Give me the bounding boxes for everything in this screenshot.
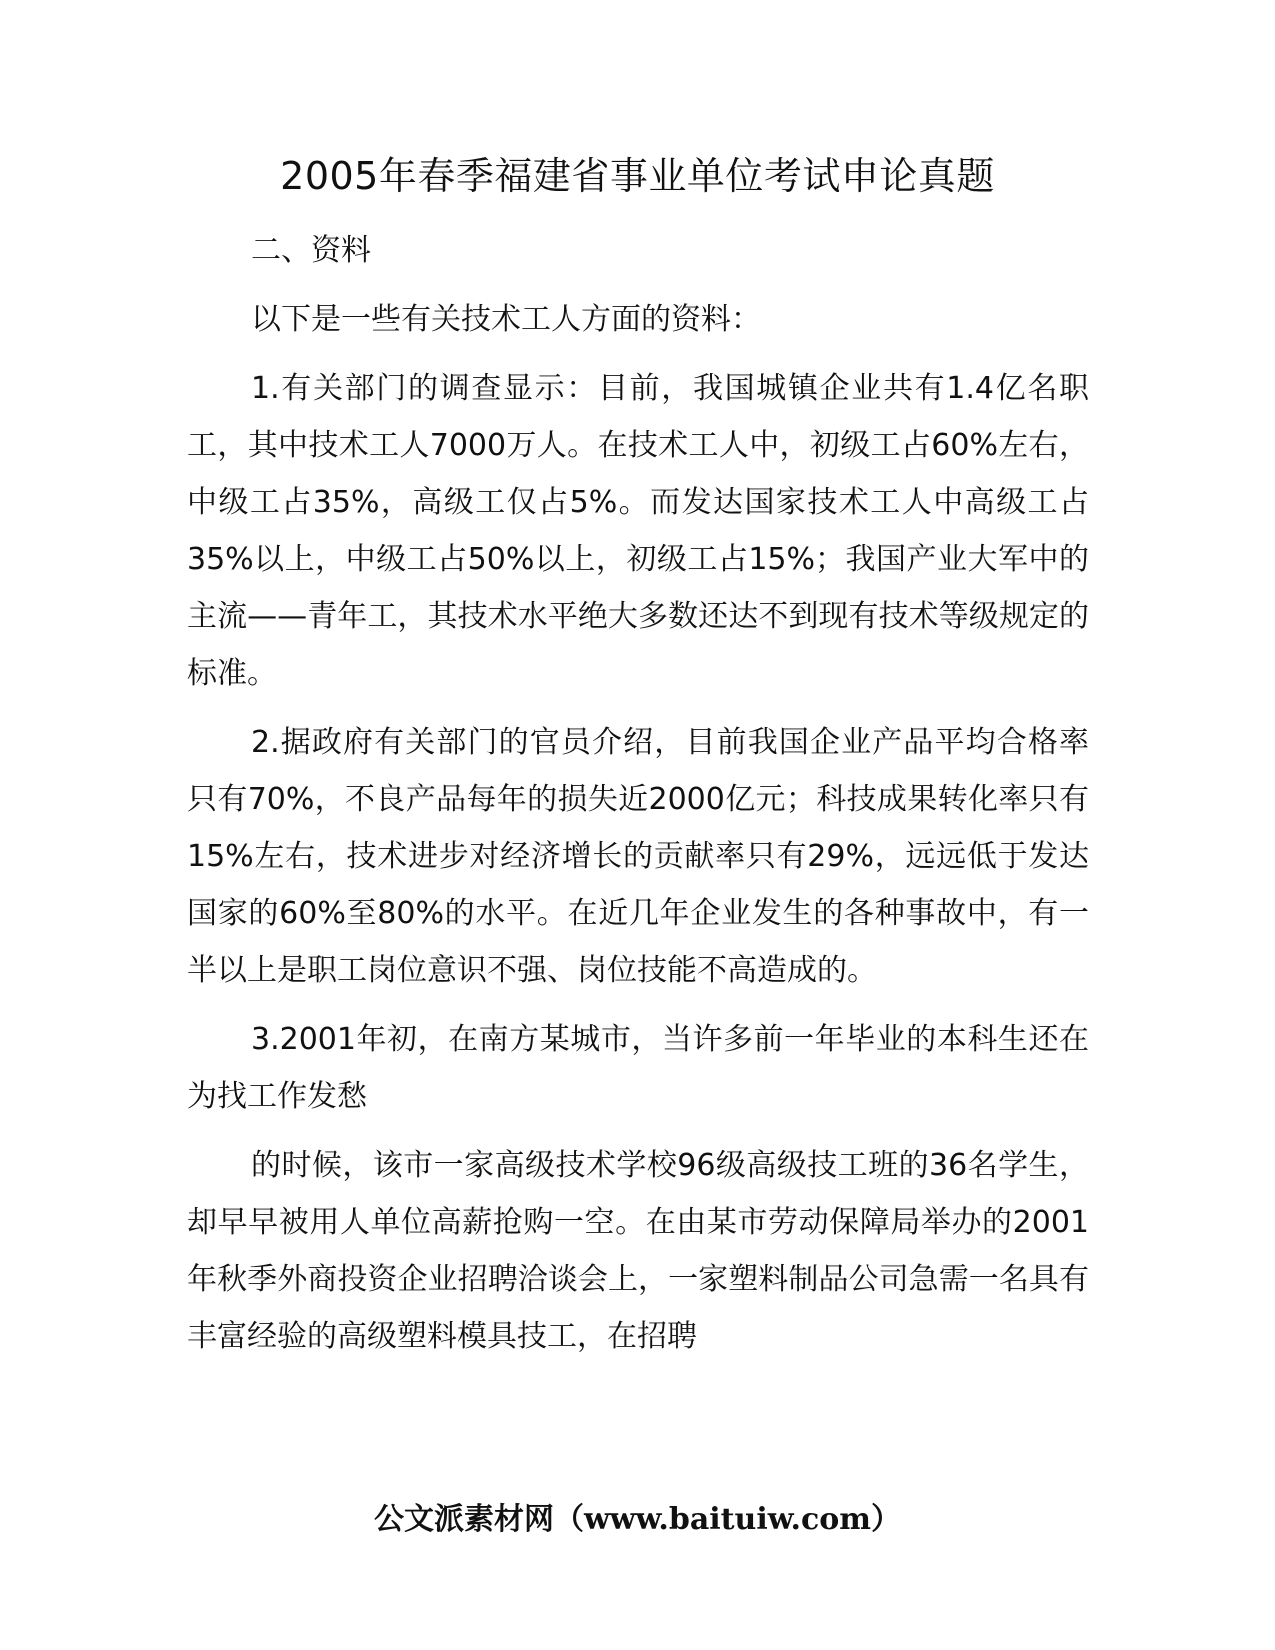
paragraph-3: 3.2001年初，在南方某城市，当许多前一年毕业的本科生还在为找工作发愁 [187, 1022, 1089, 1114]
document-body [187, 222, 1089, 1365]
paragraph-1: 1.有关部门的调查显示：目前，我国城镇企业共有1.4亿名职工，其中技术工人7000万人。在技术工人中，初级工占60%左右，中级工占35%，高级工仅占5%。而发达国家技术工人中高级工占35%以上，中级工占50%以上，初级工占15%；我国产业大军中的主流——青年工，其技术水平绝大多数还达不到现有技术等级规定的标准。 [187, 371, 1089, 691]
paragraph-2: 2.据政府有关部门的官员介绍，目前我国企业产品平均合格率只有70%，不良产品每年的损失近2000亿元；科技成果转化率只有15%左右，技术进步对经济增长的贡献率只有29%，远远低于发达国家的60%至80%的水平。在近几年企业发生的各种事故中，有一半以上是职工岗位意识不强、岗位技能不高造成的。 [187, 725, 1089, 988]
paragraph-4: 的时候，该市一家高级技术学校96级高级技工班的36名学生，却早早被用人单位高薪抢购一空。在由某市劳动保障局举办的2001年秋季外商投资企业招聘洽谈会上，一家塑料制品公司急需一名具有丰富经验的高级塑料模具技工，在招聘 [187, 1148, 1089, 1354]
section-heading: 二、资料 [251, 233, 371, 268]
intro-paragraph: 以下是一些有关技术工人方面的资料： [251, 302, 761, 337]
page-footer: 公文派素材网（www.baituiw.com） [373, 1502, 902, 1537]
document-title: 2005年春季福建省事业单位考试申论真题 [280, 154, 995, 198]
